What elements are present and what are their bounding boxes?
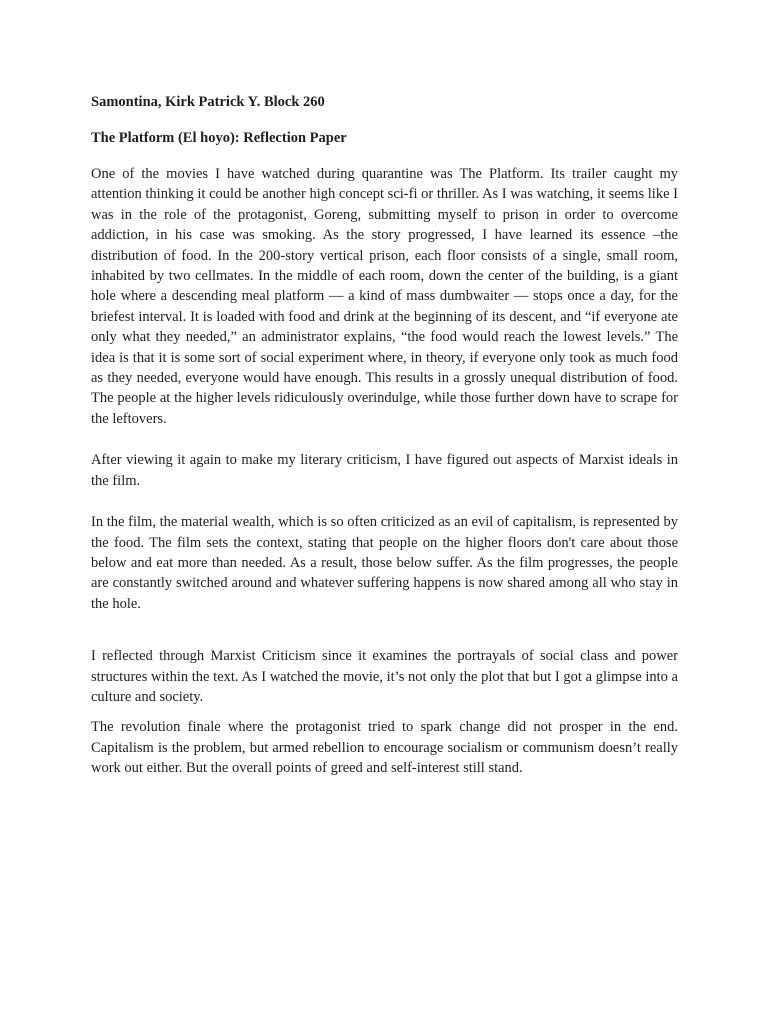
paragraph-1: One of the movies I have watched during quarantine was The Platform. Its trailer caught my attention thinking it could be another high concept sci-fi or thriller. As I was watching, it seems like I was in the role of the protagonist, Goreng, submitting myself to prison in order to overcome addiction, in his case was smoking. As the story progressed, I have learned its essence –the distribution of food. In the 200-story vertical prison, each floor consists of a single, small room, inhabited by two cellmates. In the middle of each room, down the center of the building, is a giant hole where a descending meal platform — a kind of mass dumbwaiter — stops once a day, for the briefest interval. It is loaded with food and drink at the beginning of its descent, and “if everyone ate only what they needed,” an administrator explains, “the food would reach the lowest levels.” The idea is that it is some sort of social experiment where, in theory, if everyone only took as much food as they needed, everyone would have enough. This results in a grossly unequal distribution of food. The people at the higher levels ridiculously overindulge, while those further down have to scrape for the leftovers.	[91, 166, 678, 427]
paragraph-4: I reflected through Marxist Criticism since it examines the portrayals of social class and power structures within the text. As I watched the movie, it’s not only the plot that but I got a glimpse into a culture and society.	[91, 648, 678, 705]
document-body	[91, 92, 678, 779]
paragraph-5: The revolution finale where the protagonist tried to spark change did not prosper in the end. Capitalism is the problem, but armed rebellion to encourage socialism or communism doesn’t really work out either. But the overall points of greed and self-interest still stand.	[91, 719, 678, 777]
paragraph-3: In the film, the material wealth, which is so often criticized as an evil of capitalism, is represented by the food. The film sets the context, stating that people on the higher floors don't care about those below and eat more than needed. As a result, those below suffer. As the film progresses, the people are constantly switched around and whatever suffering happens is now shared among all who stay in the hole.	[91, 514, 678, 612]
author-line: Samontina, Kirk Patrick Y. Block 260	[91, 94, 325, 110]
paragraph-2: After viewing it again to make my literary criticism, I have figured out aspects of Marxist ideals in the film.	[91, 452, 678, 489]
paper-title: The Platform (El hoyo): Reflection Paper	[91, 130, 347, 146]
